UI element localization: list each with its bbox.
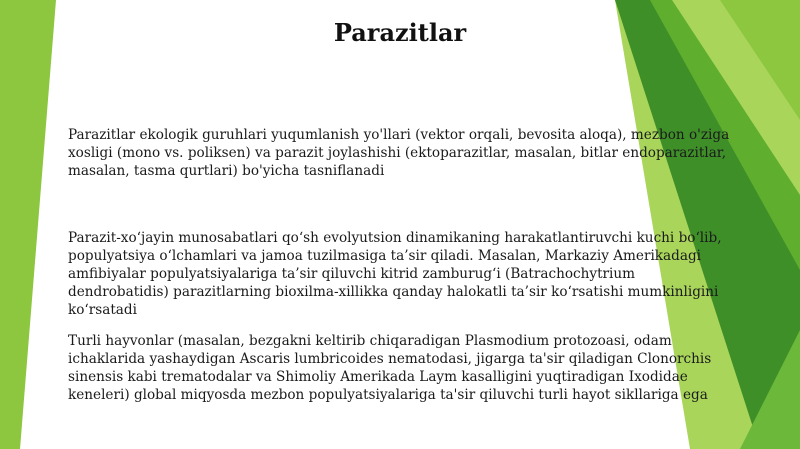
paragraph-examples: Turli hayvonlar (masalan, bezgakni keltirib chiqaradigan Plasmodium protozoasi, odam ichaklarida yashaydigan Ascaris lumbricoides nematodasi, jigarga ta'sir qiladigan Clonorchis sinensis kabi trematodalar va Shimoliy Amerikada Laym kasalligini yuqtiradigan Ixodidae keneleri) global miqyosda mezbon populyatsiyalariga ta'sir qiluvchi turli hayot sikllariga ega: [68, 333, 712, 403]
left-green-sliver: [0, 0, 56, 449]
paragraph-host-relations: Parazit-xo‘jayin munosabatlari qo‘sh evolyutsion dinamikaning harakatlantiruvchi kuchi bo‘lib, populyatsiya o‘lchamlari va jamoa tuzilmasiga ta’sir qiladi. Masalan, Markaziy Amerikadagi amfibiyalar populyatsiyalariga ta’sir qiluvchi kitrid zamburug‘i (Batrachochytrium dendrobatidis) parazitlarning bioxilma-xillikka qanday halokatli ta’sir ko‘rsatishi mumkinligini ko‘rsatadi: [68, 230, 722, 318]
paragraph-ecological-groups: Parazitlar ekologik guruhlari yuqumlanish yo'llari (vektor orqali, bevosita aloqa), mezbon o'ziga xosligi (mono vs. poliksen) va parazit joylashishi (ektoparazitlar, masalan, bitlar endoparazitlar, masalan, tasma qurtlari) bo'yicha tasniflanadi: [68, 127, 730, 179]
slide-title: Parazitlar: [333, 18, 467, 47]
